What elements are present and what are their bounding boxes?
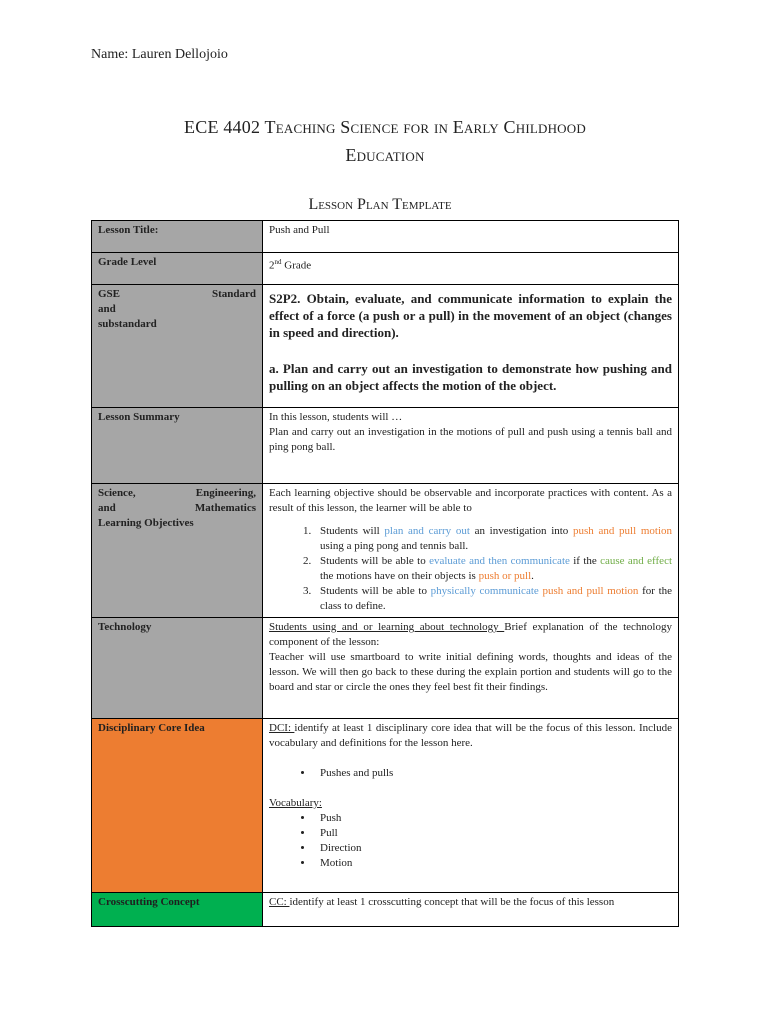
objective-1-text-d: push and pull motion <box>573 525 673 537</box>
objective-1-text-a: Students will <box>320 525 385 537</box>
row-lesson-summary <box>92 408 679 484</box>
row-crosscutting-concept <box>92 893 679 927</box>
lesson-summary-label: Lesson Summary <box>92 408 263 484</box>
summary-line1: In this lesson, students will … <box>269 411 403 423</box>
dci-text: identify at least 1 disciplinary core idea that will be the focus of this lesson. Include vocabulary and definitions for the lesson here. <box>269 722 672 749</box>
technology-rest: Brief explanation of the technology component of the lesson: <box>269 621 672 648</box>
row-lesson-title <box>92 221 679 253</box>
gse-label-line2: and <box>98 303 116 315</box>
cc-text: identify at least 1 crosscutting concept that will be the focus of this lesson <box>289 896 615 908</box>
row-learning-objectives <box>92 484 679 618</box>
objective-3 <box>314 584 672 614</box>
row-disciplinary-core-idea <box>92 719 679 893</box>
lesson-plan-table <box>91 220 679 927</box>
grade-word: Grade <box>281 259 312 272</box>
substandard-text: a. Plan and carry out an investigation to demonstrate how pushing and pulling on an object affects the motion of the object. <box>269 361 672 393</box>
objective-1 <box>314 524 672 554</box>
row-grade-level <box>92 253 679 285</box>
objective-2-text-b: evaluate and then communicate <box>429 555 570 567</box>
objective-2 <box>314 554 672 584</box>
vocab-item: • Pull <box>314 826 672 841</box>
technology-label: Technology <box>92 618 263 719</box>
vocabulary-list <box>269 811 672 871</box>
technology-value <box>263 618 679 719</box>
objective-3-text-d: push and pull motion <box>542 585 639 597</box>
grade-level-label: Grade Level <box>92 253 263 285</box>
lesson-title-label: Lesson Title: <box>92 221 263 253</box>
standard-text: S2P2. Obtain, evaluate, and communicate information to explain the effect of a force (a push or a pull) in the movement of an object (changes in speed and direction). <box>269 291 672 340</box>
objective-2-text-e: the motions have on their objects is <box>320 570 479 582</box>
grade-level-value <box>263 253 679 285</box>
dci-value <box>263 719 679 893</box>
objectives-label-w4: Mathematics <box>194 502 256 514</box>
objectives-label-w2: Engineering, <box>195 487 256 499</box>
objective-1-text-c: an investigation into <box>469 525 573 537</box>
dci-prefix: DCI: <box>269 722 295 734</box>
vocabulary-label: Vocabulary: <box>269 797 322 809</box>
course-title-line1: ECE 4402 Teaching Science for in Early Childhood <box>184 117 586 137</box>
objectives-intro: Each learning objective should be observable and incorporate practices with content. As a result of this lesson, the learner will be able to <box>269 487 672 514</box>
vocab-item: • Direction <box>314 841 672 856</box>
objective-2-text-f: push or pull <box>478 570 532 582</box>
objective-2-text-d: cause and effect <box>600 555 673 567</box>
summary-line2: Plan and carry out an investigation in the motions of pull and push using a tennis ball and ping pong ball. <box>269 426 672 453</box>
course-title <box>80 113 690 169</box>
name-value: Lauren Dellojoio <box>131 47 228 62</box>
objectives-label-w1: Science, <box>98 487 136 499</box>
objective-2-text-a: Students will be able to <box>320 555 430 567</box>
objectives-value <box>263 484 679 618</box>
row-technology <box>92 618 679 719</box>
technology-detail: Teacher will use smartboard to write initial defining words, thoughts and ideas of the lesson. We will then go back to these during the explain portion and students will go to the board and star or circle the ones they feel best fit their findings. <box>269 651 672 693</box>
vocab-item: • Push <box>314 811 672 826</box>
vocab-item: • Motion <box>314 856 672 871</box>
gse-label-word1: GSE <box>98 288 121 300</box>
technology-underlined: Students using and or learning about technology <box>269 621 505 633</box>
objective-3-text-e: for the class to define. <box>320 585 673 612</box>
gse-label-line3: substandard <box>98 318 157 330</box>
gse-standard-label <box>92 285 263 408</box>
cc-label: Crosscutting Concept <box>92 893 263 927</box>
row-gse-standard <box>92 285 679 408</box>
student-name <box>91 47 228 63</box>
name-label: Name: <box>91 47 129 62</box>
grade-suffix: nd <box>274 258 282 266</box>
lesson-title-value: Push and Pull <box>263 221 679 253</box>
cc-prefix: CC: <box>269 896 290 908</box>
dci-label: Disciplinary Core Idea <box>92 719 263 893</box>
objectives-label-line3: Learning Objectives <box>98 517 194 529</box>
objective-1-text-b: plan and carry out <box>384 525 470 537</box>
objective-1-text-e: using a ping pong and tennis ball. <box>320 540 469 552</box>
course-title-line2: Education <box>345 145 425 165</box>
objective-2-text-g: . <box>531 570 534 582</box>
objective-3-text-b: physically communicate <box>430 585 539 597</box>
gse-standard-value <box>263 285 679 408</box>
objectives-label <box>92 484 263 618</box>
objective-2-text-c: if the <box>569 555 601 567</box>
gse-label-word2: Standard <box>211 288 256 300</box>
objective-3-text-a: Students will be able to <box>320 585 431 597</box>
template-title: Lesson Plan Template <box>308 196 452 213</box>
objectives-list <box>269 524 672 614</box>
lesson-summary-value <box>263 408 679 484</box>
objectives-label-w3: and <box>98 502 116 514</box>
dci-idea-list <box>269 766 672 781</box>
dci-idea: • Pushes and pulls <box>314 766 672 781</box>
cc-value <box>263 893 679 927</box>
grade-number: 2 <box>269 259 275 272</box>
